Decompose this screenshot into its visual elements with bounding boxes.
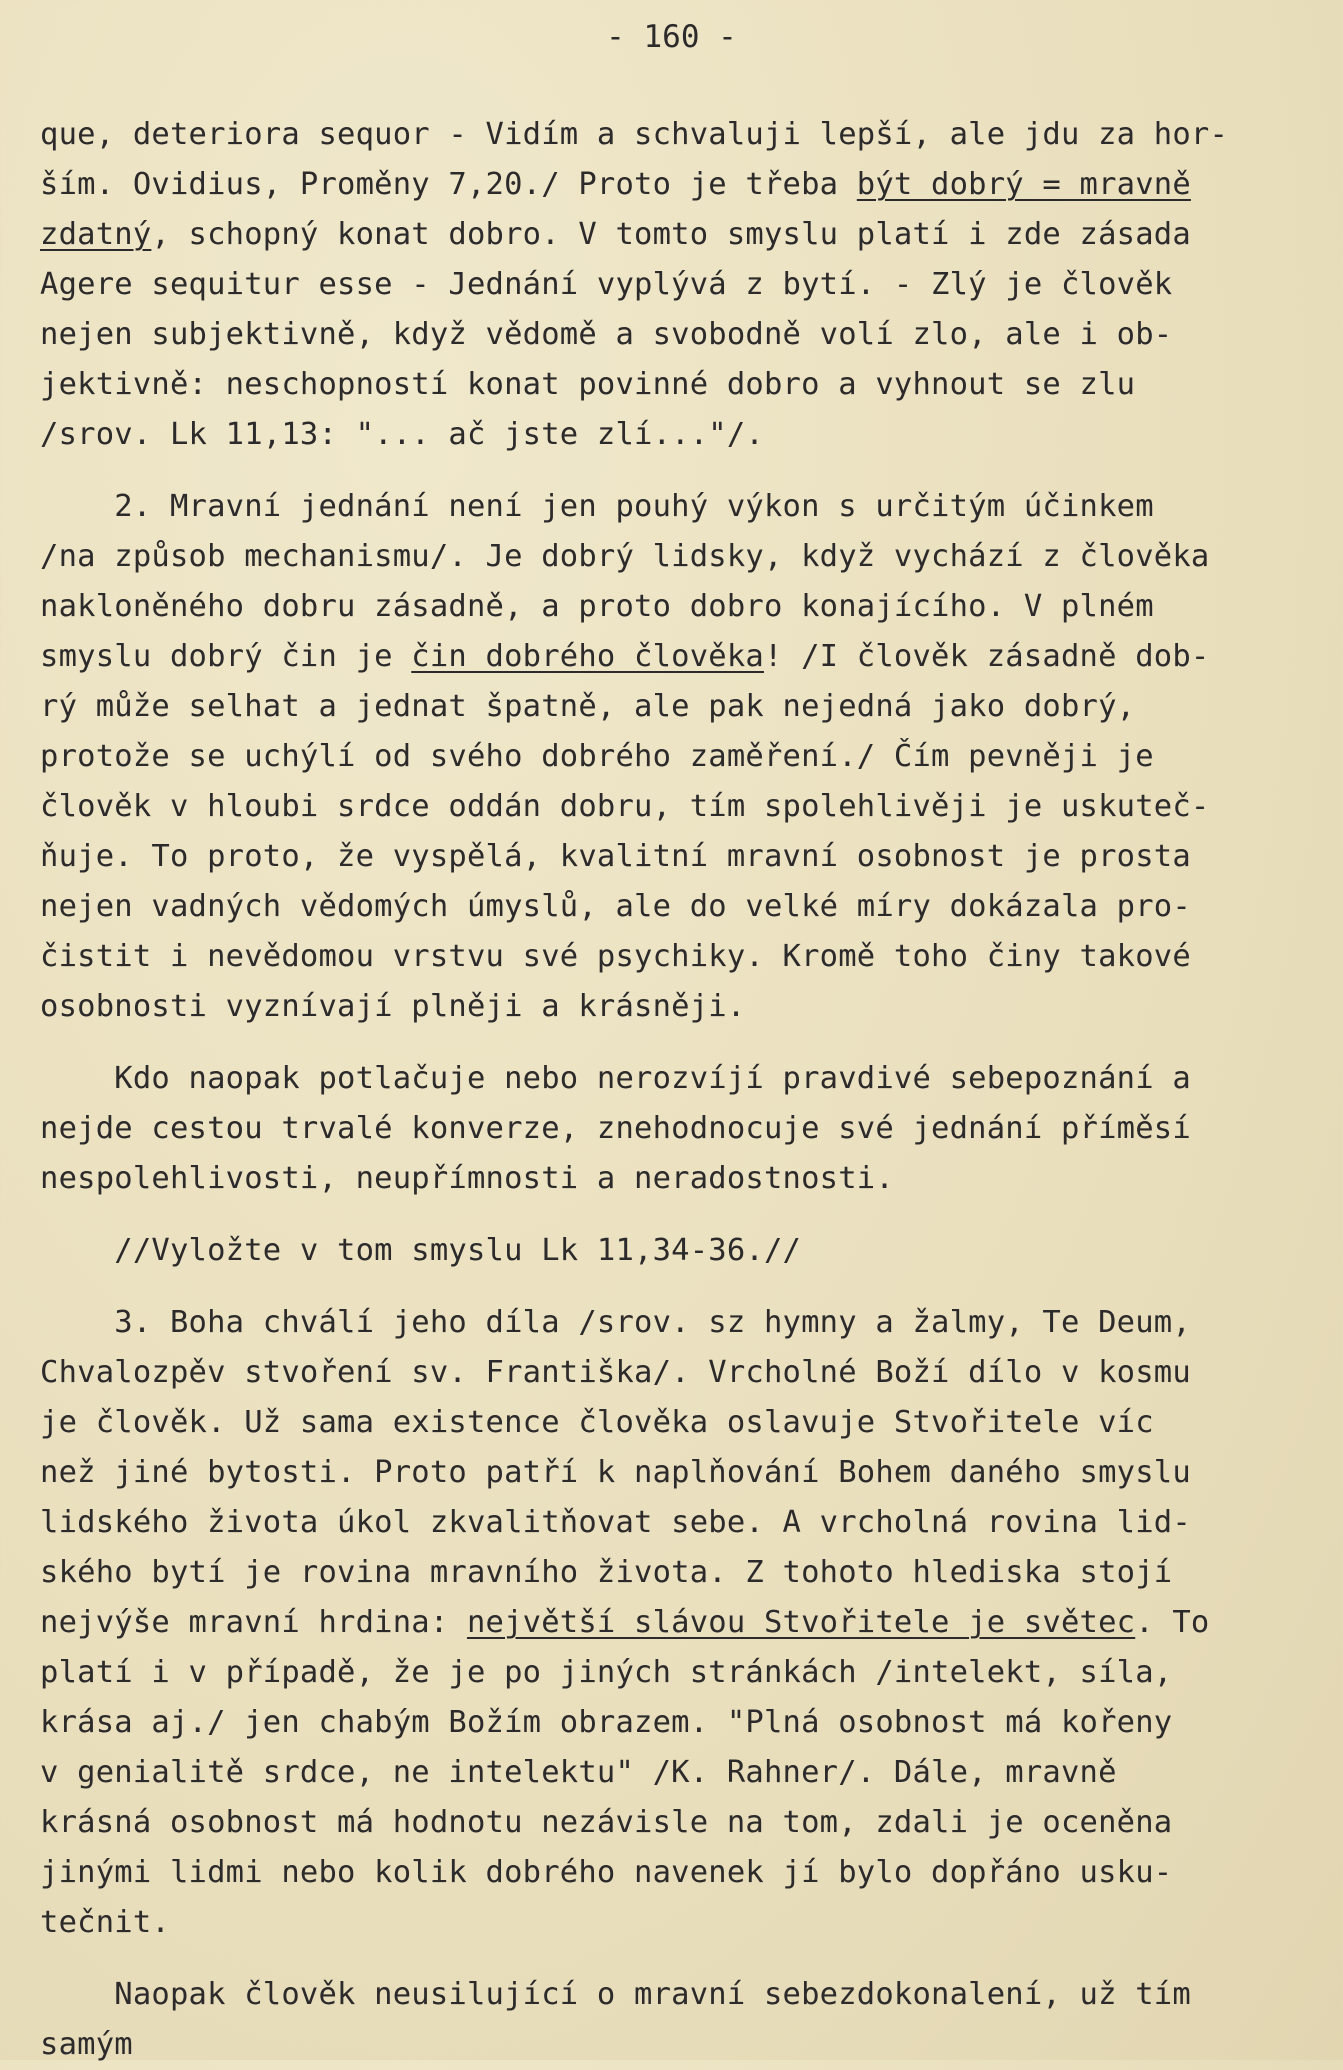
paragraph	[40, 110, 1320, 460]
text-segment: protože se uchýlí od svého dobrého zaměření./ Čím pevněji je	[40, 739, 1154, 774]
text-segment: v genialitě srdce, ne intelektu" /K. Rahner/. Dále, mravně	[40, 1755, 1117, 1790]
text-segment: nespolehlivosti, neupřímnosti a neradostnosti.	[40, 1161, 894, 1196]
text-segment: ! /I člověk zásadně dob-	[763, 639, 1210, 674]
text-segment: jinými lidmi nebo kolik dobrého navenek jí bylo dopřáno usku-	[40, 1855, 1173, 1890]
text-line	[40, 1298, 1320, 1348]
text-line	[40, 110, 1320, 160]
text-segment: ského bytí je rovina mravního života. Z tohoto hlediska stojí	[40, 1555, 1173, 1590]
text-line	[40, 782, 1320, 832]
text-line	[40, 532, 1320, 582]
text-segment: Agere sequitur esse - Jednání vyplývá z bytí. - Zlý je člověk	[40, 267, 1173, 302]
text-line	[40, 1848, 1320, 1898]
text-segment: /na způsob mechanismu/. Je dobrý lidsky, když vychází z člověka	[40, 539, 1210, 574]
text-line	[40, 1348, 1320, 1398]
text-line	[40, 1970, 1320, 2020]
text-line	[40, 160, 1320, 210]
text-line	[40, 1598, 1320, 1648]
text-line	[40, 1798, 1320, 1848]
text-segment: krása aj./ jen chabým Božím obrazem. "Plná osobnost má kořeny	[40, 1705, 1173, 1740]
text-line	[40, 482, 1320, 532]
text-line	[40, 732, 1320, 782]
text-segment: jektivně: neschopností konat povinné dobro a vyhnout se zlu	[40, 367, 1136, 402]
text-segment: Naopak člověk neusilující o mravní sebezdokonalení, už tím	[40, 1977, 1191, 2012]
text-line	[40, 1548, 1320, 1598]
text-segment: ším. Ovidius, Proměny 7,20./ Proto je třeba	[40, 167, 857, 202]
text-line	[40, 2020, 1320, 2070]
underlined-text: být dobrý = mravně	[856, 167, 1191, 202]
text-segment: ňuje. To proto, že vyspělá, kvalitní mravní osobnost je prosta	[40, 839, 1191, 874]
paragraph	[40, 1054, 1320, 1204]
text-line	[40, 982, 1320, 1032]
text-line	[40, 1748, 1320, 1798]
text-line	[40, 1054, 1320, 1104]
text-segment: osobnosti vyznívají plněji a krásněji.	[40, 989, 746, 1024]
text-line	[40, 1226, 1320, 1276]
underlined-text: čin dobrého člověka	[411, 639, 764, 674]
text-segment: nejvýše mravní hrdina:	[40, 1605, 467, 1640]
text-segment: rý může selhat a jednat špatně, ale pak nejedná jako dobrý,	[40, 689, 1136, 724]
text-segment: než jiné bytosti. Proto patří k naplňování Bohem daného smyslu	[40, 1455, 1191, 1490]
text-line	[40, 1398, 1320, 1448]
text-line	[40, 1104, 1320, 1154]
text-segment: nejen subjektivně, když vědomě a svobodně volí zlo, ale i ob-	[40, 317, 1173, 352]
page-number: - 160 -	[606, 19, 737, 55]
text-segment: /srov. Lk 11,13: "... ač jste zlí..."/.	[40, 417, 764, 452]
text-line	[40, 1698, 1320, 1748]
underlined-text: zdatný	[40, 217, 152, 252]
text-segment: čistit i nevědomou vrstvu své psychiky. Kromě toho činy takové	[40, 939, 1191, 974]
text-line	[40, 210, 1320, 260]
text-segment: smyslu dobrý čin je	[40, 639, 412, 674]
paragraph	[40, 1298, 1320, 1948]
text-segment: tečnit.	[40, 1905, 170, 1940]
text-segment: Chvalozpěv stvoření sv. Františka/. Vrcholné Boží dílo v kosmu	[40, 1355, 1191, 1390]
text-line	[40, 632, 1320, 682]
text-line	[40, 832, 1320, 882]
text-segment: //Vyložte v tom smyslu Lk 11,34-36.//	[40, 1233, 802, 1268]
text-segment: lidského života úkol zkvalitňovat sebe. A vrcholná rovina lid-	[40, 1505, 1191, 1540]
text-line	[40, 1154, 1320, 1204]
text-segment: . To	[1135, 1605, 1210, 1640]
underlined-text: největší slávou Stvořitele je světec	[466, 1605, 1136, 1640]
text-line	[40, 410, 1320, 460]
text-segment: je člověk. Už sama existence člověka oslavuje Stvořitele víc	[40, 1405, 1154, 1440]
text-segment: nejen vadných vědomých úmyslů, ale do velké míry dokázala pro-	[40, 889, 1191, 924]
paragraph	[40, 1970, 1320, 2070]
text-line	[40, 582, 1320, 632]
text-segment: nejde cestou trvalé konverze, znehodnocuje své jednání příměsí	[40, 1111, 1191, 1146]
text-line	[40, 260, 1320, 310]
text-line	[40, 1648, 1320, 1698]
text-segment: , schopný konat dobro. V tomto smyslu platí i zde zásada	[151, 217, 1191, 252]
text-line	[40, 1898, 1320, 1948]
text-segment: platí i v případě, že je po jiných stránkách /intelekt, síla,	[40, 1655, 1173, 1690]
body-text	[40, 110, 1320, 2070]
text-segment: que, deteriora sequor - Vidím a schvaluji lepší, ale jdu za hor-	[40, 117, 1229, 152]
paragraph	[40, 1226, 1320, 1276]
text-line	[40, 682, 1320, 732]
text-segment: samým	[40, 2027, 133, 2062]
text-line	[40, 360, 1320, 410]
text-segment: nakloněného dobru zásadně, a proto dobro konajícího. V plném	[40, 589, 1154, 624]
text-line	[40, 1498, 1320, 1548]
text-line	[40, 1448, 1320, 1498]
text-segment: Kdo naopak potlačuje nebo nerozvíjí pravdivé sebepoznání a	[40, 1061, 1191, 1096]
text-line	[40, 932, 1320, 982]
text-segment: krásná osobnost má hodnotu nezávisle na tom, zdali je oceněna	[40, 1805, 1173, 1840]
text-line	[40, 882, 1320, 932]
text-line	[40, 310, 1320, 360]
text-segment: člověk v hloubi srdce oddán dobru, tím spolehlivěji je uskuteč-	[40, 789, 1210, 824]
text-segment: 3. Boha chválí jeho díla /srov. sz hymny a žalmy, Te Deum,	[40, 1305, 1191, 1340]
paragraph	[40, 482, 1320, 1032]
text-segment: 2. Mravní jednání není jen pouhý výkon s určitým účinkem	[40, 489, 1154, 524]
